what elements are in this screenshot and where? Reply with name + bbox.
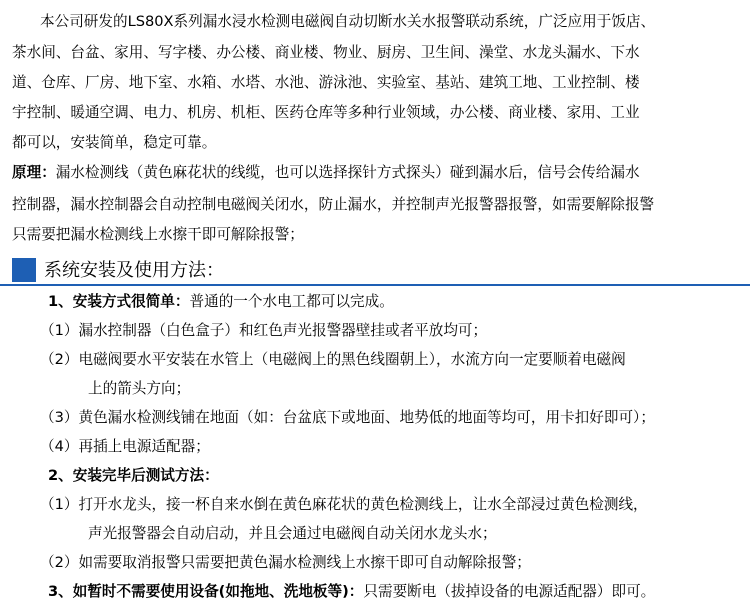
- step-2-item-2: （2）如需要取消报警只需要把黄色漏水检测线上水擦干即可自动解除报警；: [40, 554, 531, 571]
- intro-line-3: 道、仓库、厂房、地下室、水箱、水塔、水池、游泳池、实验室、基站、建筑工地、工业控制、楼: [12, 74, 640, 91]
- intro-line-2: 茶水间、台盆、家用、写字楼、办公楼、商业楼、物业、厨房、卫生间、澡堂、水龙头漏水、下水: [12, 44, 640, 61]
- section-square-icon: [12, 258, 36, 282]
- step-2-item-1a: （1）打开水龙头，接一杯自来水倒在黄色麻花状的黄色检测线上，让水全部浸过黄色检测线，: [40, 496, 648, 513]
- step-1-item-2a: （2）电磁阀要水平安装在水管上（电磁阀上的黑色线圈朝上），水流方向一定要顺着电磁阀: [40, 351, 626, 368]
- step-3: [48, 581, 655, 603]
- intro-line-1: 本公司研发的LS80X系列漏水浸水检测电磁阀自动切断水关水报警联动系统，广泛应用于饭店、: [40, 13, 656, 30]
- step-2-item-1b: 声光报警器会自动启动，并且会通过电磁阀自动关闭水龙头水；: [88, 525, 497, 542]
- step-1-item-4: （4）再插上电源适配器；: [40, 438, 210, 455]
- principle-line-3: 只需要把漏水检测线上水擦干即可解除报警；: [12, 226, 304, 243]
- step-1-text: 普通的一个水电工都可以完成。: [189, 293, 394, 310]
- principle-line-1: [12, 162, 640, 184]
- step-1-item-1: （1）漏水控制器（白色盒子）和红色声光报警器壁挂或者平放均可；: [40, 322, 488, 339]
- step-3-text: 只需要断电（拔掉设备的电源适配器）即可。: [363, 583, 656, 600]
- principle-line-2: 控制器，漏水控制器会自动控制电磁阀关闭水，防止漏水，并控制声光报警器报警，如需要解除报警: [12, 196, 655, 213]
- principle-text-1: 漏水检测线（黄色麻花状的线缆，也可以选择探针方式探头）碰到漏水后，信号会传给漏水: [55, 164, 640, 181]
- intro-line-5: 都可以，安装简单，稳定可靠。: [12, 134, 217, 151]
- step-1: [48, 291, 394, 313]
- step-2-heading: 2、安装完毕后测试方法：: [48, 467, 219, 484]
- step-1-item-2b: 上的箭头方向；: [88, 380, 191, 397]
- section-divider: [0, 284, 750, 286]
- intro-line-4: 宇控制、暖通空调、电力、机房、机柜、医药仓库等多种行业领域，办公楼、商业楼、家用、工业: [12, 104, 640, 121]
- step-3-heading: 3、如暂时不需要使用设备(如拖地、洗地板等)：: [48, 583, 364, 600]
- step-1-item-3: （3）黄色漏水检测线铺在地面（如：台盆底下或地面、地势低的地面等均可，用卡扣好即可）；: [40, 409, 655, 426]
- principle-label: 原理：: [12, 164, 56, 181]
- section-title: 系统安装及使用方法：: [44, 260, 224, 281]
- step-1-heading: 1、安装方式很简单：: [48, 293, 190, 310]
